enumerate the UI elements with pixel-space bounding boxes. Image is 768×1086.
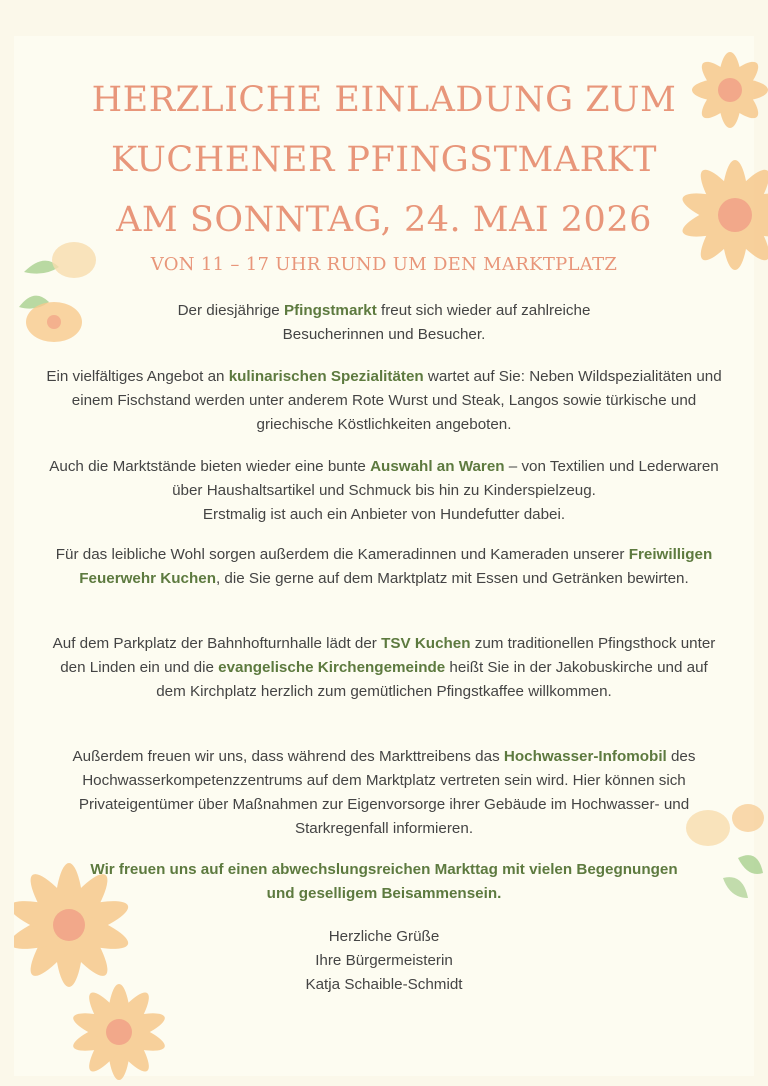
paragraph-fire-brigade bbox=[44, 543, 724, 591]
paragraph-text: freut sich wieder auf zahlreiche bbox=[376, 302, 591, 319]
paragraph-text: Besucherinnen und Besucher. bbox=[282, 326, 486, 343]
paragraph-text: Der diesjährige bbox=[177, 302, 284, 319]
highlight-text: evangelische Kirchengemeinde bbox=[218, 659, 446, 676]
paragraph-text: wartet auf Sie: Neben Wildspezialitäten und einem Fischstand werden unter anderem Rote Wurst und Steak, Langos sowie türkische und griechische Köstlichkeiten angeboten. bbox=[71, 368, 722, 433]
highlight-text: Hochwasser-Infomobil bbox=[503, 748, 667, 765]
highlight-text: kulinarischen Spezialitäten bbox=[228, 368, 424, 385]
paragraph-intro bbox=[44, 299, 724, 347]
event-time-subtitle: VON 11 – 17 UHR RUND UM DEN MARKTPLATZ bbox=[150, 254, 618, 275]
title-line: KUCHENER PFINGSTMARKT bbox=[111, 140, 657, 180]
paragraph-text: Auf dem Parkplatz der Bahnhofturnhalle lädt der bbox=[52, 635, 382, 652]
paragraph-text: – von Textilien und Lederwaren über Haushaltsartikel und Schmuck bis hin zu Kinderspielzeug. bbox=[172, 458, 719, 499]
paragraph-text: zum traditionellen Pfingsthock unter den Linden ein und die bbox=[60, 635, 716, 676]
paragraph-text: Auch die Marktstände bieten wieder eine bunte bbox=[49, 458, 371, 475]
highlight-text: Auswahl an Waren bbox=[370, 458, 505, 475]
paragraph-text: heißt Sie in der Jakobuskirche und auf dem Kirchplatz herzlich zum gemütlichen Pfingstkaffee willkommen. bbox=[156, 659, 708, 700]
page-title bbox=[0, 70, 768, 250]
title-line: AM SONNTAG, 24. MAI 2026 bbox=[116, 200, 652, 240]
highlight-text: TSV Kuchen bbox=[381, 635, 471, 652]
signature-role: Ihre Bürgermeisterin bbox=[315, 952, 453, 969]
paragraph-flood-infomobil bbox=[44, 745, 724, 841]
paragraph-market-stalls bbox=[44, 455, 724, 527]
paragraph-culinary bbox=[44, 365, 724, 437]
highlight-text: Freiwilligen Feuerwehr Kuchen bbox=[79, 546, 713, 587]
signature-greeting: Herzliche Grüße bbox=[328, 928, 440, 945]
paragraph-text: , die Sie gerne auf dem Marktplatz mit Essen und Getränken bewirten. bbox=[215, 570, 689, 587]
highlight-text: Pfingstmarkt bbox=[283, 302, 377, 319]
signature-name: Katja Schaible-Schmidt bbox=[305, 976, 463, 993]
paragraph-text: des Hochwasserkompetenzzentrums auf dem Marktplatz vertreten sein wird. Hier können sich Privateigentümer über Maßnahmen zur Eigenvorsorge ihrer Gebäude im Hochwasser- und Starkregenfall informieren. bbox=[78, 748, 696, 837]
paragraph-text: Erstmalig ist auch ein Anbieter von Hundefutter dabei. bbox=[202, 506, 566, 523]
title-line: HERZLICHE EINLADUNG ZUM bbox=[91, 80, 677, 120]
paragraph-text: Ein vielfältiges Angebot an bbox=[46, 368, 229, 385]
closing-statement: Wir freuen uns auf einen abwechslungsreichen Markttag mit vielen Begegnungen und geselligem Beisammensein. bbox=[90, 861, 678, 902]
paragraph-text: Für das leibliche Wohl sorgen außerdem die Kameradinnen und Kameraden unserer bbox=[55, 546, 629, 563]
paragraph-text: Außerdem freuen wir uns, dass während des Markttreibens das bbox=[72, 748, 504, 765]
paragraph-tsv-church bbox=[44, 632, 724, 704]
signature-block bbox=[0, 925, 768, 997]
